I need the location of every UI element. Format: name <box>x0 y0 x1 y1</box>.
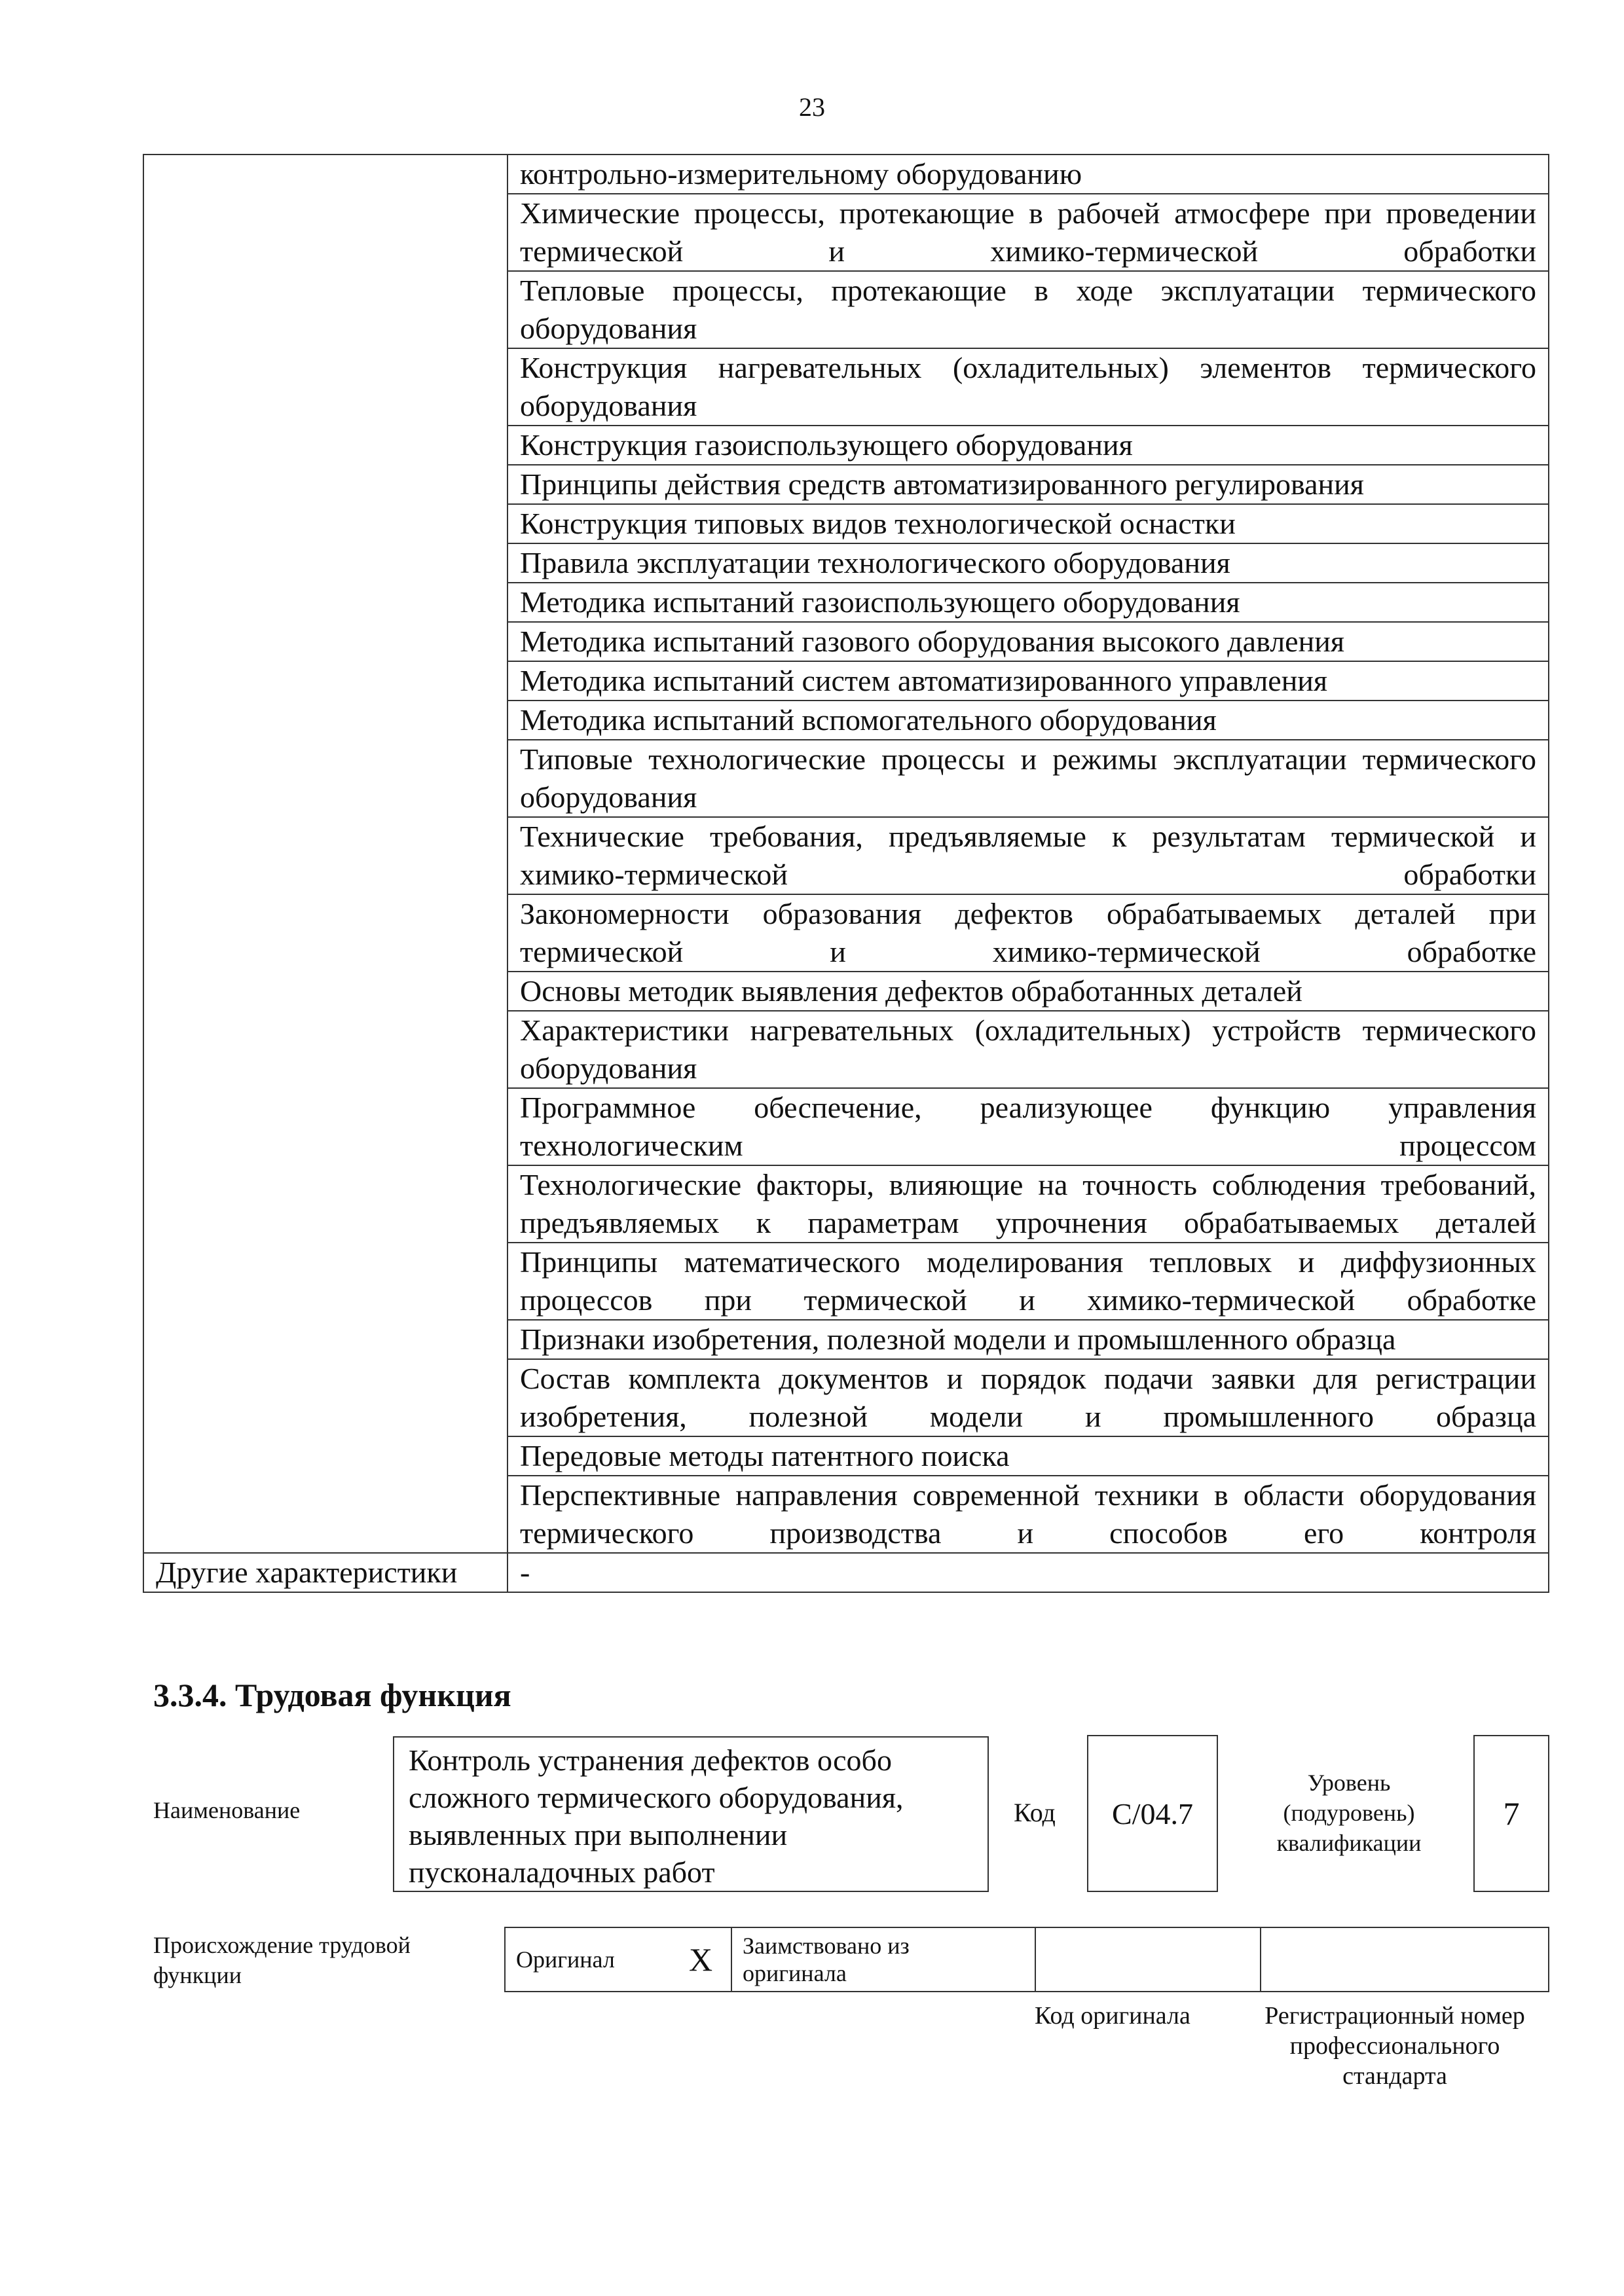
knowledge-item: Характеристики нагревательных (охладительных) устройств термического оборудования <box>507 1011 1549 1088</box>
borrowed-line1: Заимствовано из <box>743 1933 910 1959</box>
knowledge-label-cell <box>143 155 507 1553</box>
knowledge-item: Типовые технологические процессы и режимы эксплуатации термического оборудования <box>507 740 1549 817</box>
knowledge-item: Методика испытаний вспомогательного оборудования <box>507 701 1549 740</box>
borrowed-line2: оригинала <box>743 1960 847 1986</box>
original-code-caption: Код оригинала <box>1035 2002 1190 2030</box>
knowledge-item: контрольно-измерительному оборудованию <box>507 155 1549 194</box>
knowledge-table <box>143 154 1549 1593</box>
level-label-line1: Уровень <box>1307 1770 1391 1796</box>
knowledge-item: Состав комплекта документов и порядок подачи заявки для регистрации изобретения, полезной модели и промышленного образца <box>507 1359 1549 1436</box>
original-mark: X <box>671 1927 731 1992</box>
knowledge-item: Методика испытаний систем автоматизированного управления <box>507 661 1549 701</box>
code-label: Код <box>1014 1798 1056 1827</box>
knowledge-item: Химические процессы, протекающие в рабочей атмосфере при проведении термической и химико-термической обработки <box>507 194 1549 271</box>
knowledge-item: Принципы действия средств автоматизированного регулирования <box>507 465 1549 504</box>
knowledge-item: Передовые методы патентного поиска <box>507 1436 1549 1476</box>
knowledge-row <box>143 155 1549 194</box>
name-label: Наименование <box>153 1797 301 1823</box>
reg-caption-line2: профессионального <box>1289 2032 1500 2060</box>
qualification-level-label <box>1244 1768 1454 1858</box>
knowledge-item: Методика испытаний газоиспользующего оборудования <box>507 583 1549 622</box>
level-label-line2: (подуровень) <box>1283 1800 1415 1826</box>
registration-number-cell <box>1261 1927 1549 1992</box>
original-code-cell <box>1035 1927 1261 1992</box>
level-box: 7 <box>1473 1735 1549 1892</box>
knowledge-item: Конструкция газоиспользующего оборудования <box>507 426 1549 465</box>
knowledge-item: Программное обеспечение, реализующее функцию управления технологическим процессом <box>507 1088 1549 1165</box>
knowledge-item: Принципы математического моделирования тепловых и диффузионных процессов при термической и химико-термической обработке <box>507 1243 1549 1320</box>
knowledge-item: Конструкция типовых видов технологической оснастки <box>507 504 1549 543</box>
knowledge-item: Основы методик выявления дефектов обработанных деталей <box>507 972 1549 1011</box>
original-label: Оригинал <box>505 1927 671 1992</box>
other-characteristics-label: Другие характеристики <box>143 1553 507 1592</box>
other-characteristics-value: - <box>507 1553 1549 1592</box>
origin-label-line1: Происхождение трудовой <box>153 1932 411 1958</box>
knowledge-item: Методика испытаний газового оборудования высокого давления <box>507 622 1549 661</box>
page-number: 23 <box>799 92 825 122</box>
knowledge-item: Перспективные направления современной техники в области оборудования термического производства и способов его контроля <box>507 1476 1549 1553</box>
knowledge-item: Конструкция нагревательных (охладительных) элементов термического оборудования <box>507 348 1549 426</box>
reg-caption-line1: Регистрационный номер <box>1264 2002 1525 2030</box>
knowledge-item: Закономерности образования дефектов обрабатываемых деталей при термической и химико-термической обработке <box>507 894 1549 972</box>
knowledge-item: Правила эксплуатации технологического оборудования <box>507 543 1549 583</box>
section-heading: 3.3.4. Трудовая функция <box>153 1677 511 1713</box>
knowledge-item: Технические требования, предъявляемые к результатам термической и химико-термической обработки <box>507 817 1549 894</box>
origin-label <box>153 1930 411 1990</box>
code-box: С/04.7 <box>1087 1735 1218 1892</box>
origin-table <box>504 1927 1549 1992</box>
registration-number-caption <box>1231 2001 1559 2091</box>
knowledge-item: Признаки изобретения, полезной модели и промышленного образца <box>507 1320 1549 1359</box>
reg-caption-line3: стандарта <box>1342 2062 1447 2090</box>
origin-label-line2: функции <box>153 1962 242 1988</box>
function-name-box: Контроль устранения дефектов особо сложного термического оборудования, выявленных при выполнении пусконаладочных работ <box>393 1736 989 1892</box>
borrowed-label <box>731 1927 1035 1992</box>
knowledge-item: Технологические факторы, влияющие на точность соблюдения требований, предъявляемых к параметрам упрочнения обрабатываемых деталей <box>507 1165 1549 1243</box>
other-characteristics-row <box>143 1553 1549 1592</box>
level-label-line3: квалификации <box>1276 1830 1422 1856</box>
knowledge-item: Тепловые процессы, протекающие в ходе эксплуатации термического оборудования <box>507 271 1549 348</box>
